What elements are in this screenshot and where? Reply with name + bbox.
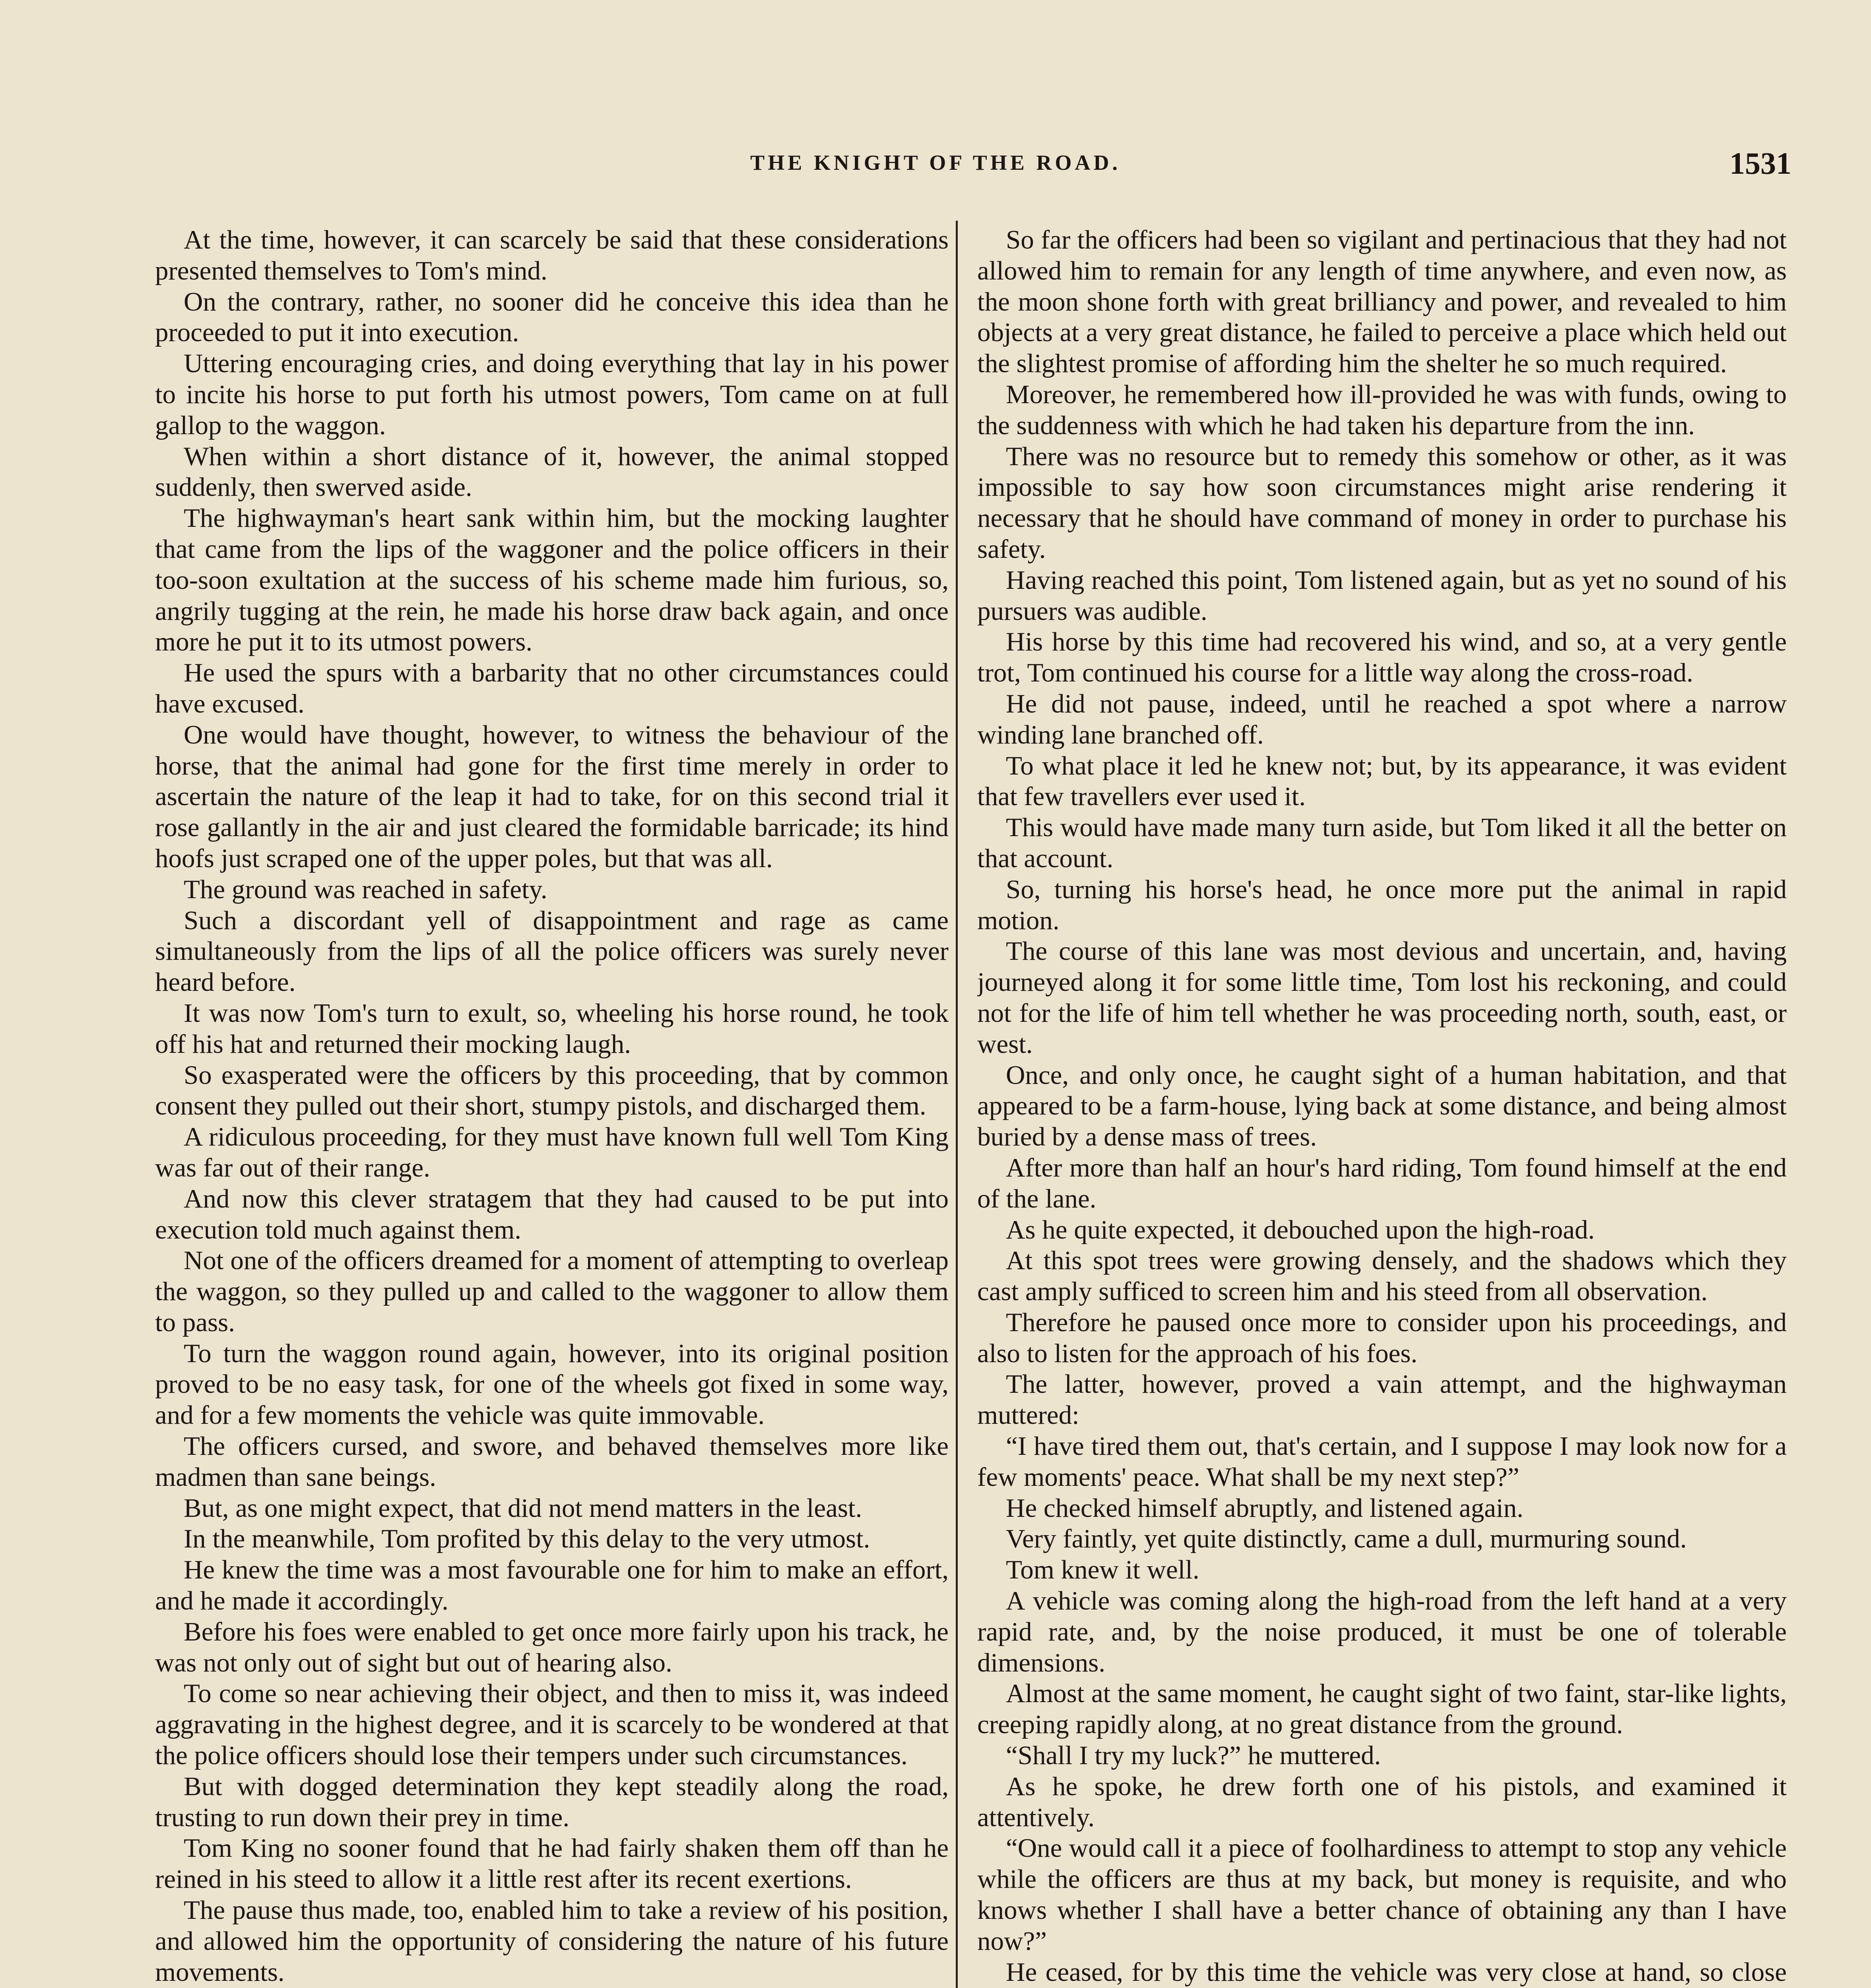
running-title: THE KNIGHT OF THE ROAD.	[750, 151, 1121, 175]
paragraph: On the contrary, rather, no sooner did he conceive this idea than he proceeded to put it into execution.	[155, 287, 949, 348]
paragraph: “One would call it a piece of foolhardiness to attempt to stop any vehicle while the officers are thus at my back, but money is requisite, and who knows whether I shall have a better chance of obtaining any than I have now?”	[977, 1833, 1787, 1956]
paragraph: This would have made many turn aside, but Tom liked it all the better on that account.	[977, 813, 1787, 873]
paragraph: At the time, however, it can scarcely be said that these considerations presented themselves to Tom's mind.	[155, 225, 949, 285]
paragraph: A ridiculous proceeding, for they must have known full well Tom King was far out of their range.	[155, 1122, 949, 1182]
paragraph: But, as one might expect, that did not mend matters in the least.	[184, 1493, 862, 1523]
paragraph: There was no resource but to remedy this somehow or other, as it was impossible to say how soon circumstances might arise rendering it necessary that he should have command of money in order to purchase his safety.	[977, 441, 1787, 564]
paragraph: A vehicle was coming along the high-road from the left hand at a very rapid rate, and, by the noise produced, it must be one of tolerable dimensions.	[977, 1586, 1787, 1677]
paragraph: He knew the time was a most favourable one for him to make an effort, and he made it accordingly.	[155, 1555, 949, 1616]
paragraph: “Shall I try my luck?” he muttered.	[1006, 1741, 1381, 1771]
paragraph: The ground was reached in safety.	[184, 874, 547, 904]
paragraph: To turn the waggon round again, however, into its original position proved to be no easy task, for one of the wheels got fixed in some way, and for a few moments the vehicle was quite immovable.	[155, 1338, 949, 1430]
paragraph: Tom knew it well.	[1006, 1555, 1199, 1585]
paragraph: So, turning his horse's head, he once more put the animal in rapid motion.	[977, 874, 1787, 935]
paragraph: Not one of the officers dreamed for a moment of attempting to overleap the waggon, so they pulled up and called to the waggoner to allow them to pass.	[155, 1246, 949, 1337]
paragraph: But with dogged determination they kept steadily along the road, trusting to run down their prey in time.	[155, 1771, 949, 1832]
paragraph: So exasperated were the officers by this proceeding, that by common consent they pulled out their short, stumpy pistols, and discharged them.	[155, 1060, 949, 1121]
paragraph: The highwayman's heart sank within him, but the mocking laughter that came from the lips of the waggoner and the police officers in their too-soon exultation at the success of his scheme made him furious, so, angrily tugging at the rein, he made his horse draw back again, and once more he put it to its utmost powers.	[155, 503, 949, 657]
paragraph: To come so near achieving their object, and then to miss it, was indeed aggravating in the highest degree, and it is scarcely to be wondered at that the police officers should lose their tempers under such circumstances.	[155, 1679, 949, 1771]
paragraph: Before his foes were enabled to get once more fairly upon his track, he was not only out of sight but out of hearing also.	[155, 1617, 949, 1677]
paragraph: As he spoke, he drew forth one of his pistols, and examined it attentively.	[977, 1771, 1787, 1832]
paragraph: The course of this lane was most devious and uncertain, and, having journeyed along it for some little time, Tom lost his reckoning, and could not for the life of him tell whether he was proceeding north, south, east, or west.	[977, 936, 1787, 1059]
paragraph: The officers cursed, and swore, and behaved themselves more like madmen than sane beings.	[155, 1431, 949, 1492]
paragraph: Very faintly, yet quite distinctly, came a dull, murmuring sound.	[1006, 1524, 1687, 1554]
paragraph: In the meanwhile, Tom profited by this delay to the very utmost.	[184, 1524, 870, 1554]
right-column	[977, 225, 1787, 1988]
paragraph: Once, and only once, he caught sight of a human habitation, and that appeared to be a farm-house, lying back at some distance, and being almost buried by a dense mass of trees.	[977, 1060, 1787, 1152]
paragraph: To what place it led he knew not; but, by its appearance, it was evident that few travellers ever used it.	[977, 751, 1787, 812]
paragraph: After more than half an hour's hard riding, Tom found himself at the end of the lane.	[977, 1153, 1787, 1213]
paragraph: His horse by this time had recovered his wind, and so, at a very gentle trot, Tom continued his course for a little way along the cross-road.	[977, 627, 1787, 688]
paragraph: The latter, however, proved a vain attempt, and the highwayman muttered:	[977, 1369, 1787, 1430]
paragraph: One would have thought, however, to witness the behaviour of the horse, that the animal had gone for the first time merely in order to ascertain the nature of the leap it had to take, for on this second trial it rose gallantly in the air and just cleared the formidable barricade; its hind hoofs just scraped one of the upper poles, but that was all.	[155, 720, 949, 873]
paragraph: He checked himself abruptly, and listened again.	[1006, 1493, 1524, 1523]
paragraph: Almost at the same moment, he caught sight of two faint, star-like lights, creeping rapidly along, at no great distance from the ground.	[977, 1679, 1787, 1740]
running-head	[0, 146, 1871, 198]
paragraph: He used the spurs with a barbarity that no other circumstances could have excused.	[155, 658, 949, 718]
column-rule	[956, 221, 958, 1988]
paragraph: Moreover, he remembered how ill-provided he was with funds, owing to the suddenness with which he had taken his departure from the inn.	[977, 379, 1787, 440]
paragraph: He did not pause, indeed, until he reached a spot where a narrow winding lane branched off.	[977, 689, 1787, 749]
left-column	[155, 225, 949, 1988]
paragraph: It was now Tom's turn to exult, so, wheeling his horse round, he took off his hat and returned their mocking laugh.	[155, 998, 949, 1059]
paragraph: When within a short distance of it, however, the animal stopped suddenly, then swerved aside.	[155, 441, 949, 502]
paragraph: Tom King no sooner found that he had fairly shaken them off than he reined in his steed to allow it a little rest after its recent exertions.	[155, 1833, 949, 1894]
paragraph: Such a discordant yell of disappointment and rage as came simultaneously from the lips of all the police officers was surely never heard before.	[155, 905, 949, 997]
paragraph: At this spot trees were growing densely, and the shadows which they cast amply sufficed to screen him and his steed from all observation.	[977, 1246, 1787, 1307]
page-number: 1531	[1729, 146, 1791, 181]
paragraph: “I have tired them out, that's certain, and I suppose I may look now for a few moments' peace. What shall be my next step?”	[977, 1431, 1787, 1492]
paragraph: As he quite expected, it debouched upon the high-road.	[1006, 1215, 1595, 1244]
paragraph: Having reached this point, Tom listened again, but as yet no sound of his pursuers was audible.	[977, 565, 1787, 626]
paragraph: The pause thus made, too, enabled him to take a review of his position, and allowed him the opportunity of considering the nature of his future movements.	[155, 1895, 949, 1987]
paragraph: He ceased, for by this time the vehicle was very close at hand, so close	[1006, 1957, 1787, 1987]
paragraph: So far the officers had been so vigilant and pertinacious that they had not allowed him to remain for any length of time anywhere, and even now, as the moon shone forth with great brilliancy and power, and revealed to him objects at a very great distance, he failed to perceive a place which held out the slightest promise of affording him the shelter he so much required.	[977, 225, 1787, 379]
paragraph: Uttering encouraging cries, and doing everything that lay in his power to incite his horse to put forth his utmost powers, Tom came on at full gallop to the waggon.	[155, 349, 949, 440]
paragraph: And now this clever stratagem that they had caused to be put into execution told much against them.	[155, 1184, 949, 1244]
paragraph: Therefore he paused once more to consider upon his proceedings, and also to listen for the approach of his foes.	[977, 1307, 1787, 1368]
